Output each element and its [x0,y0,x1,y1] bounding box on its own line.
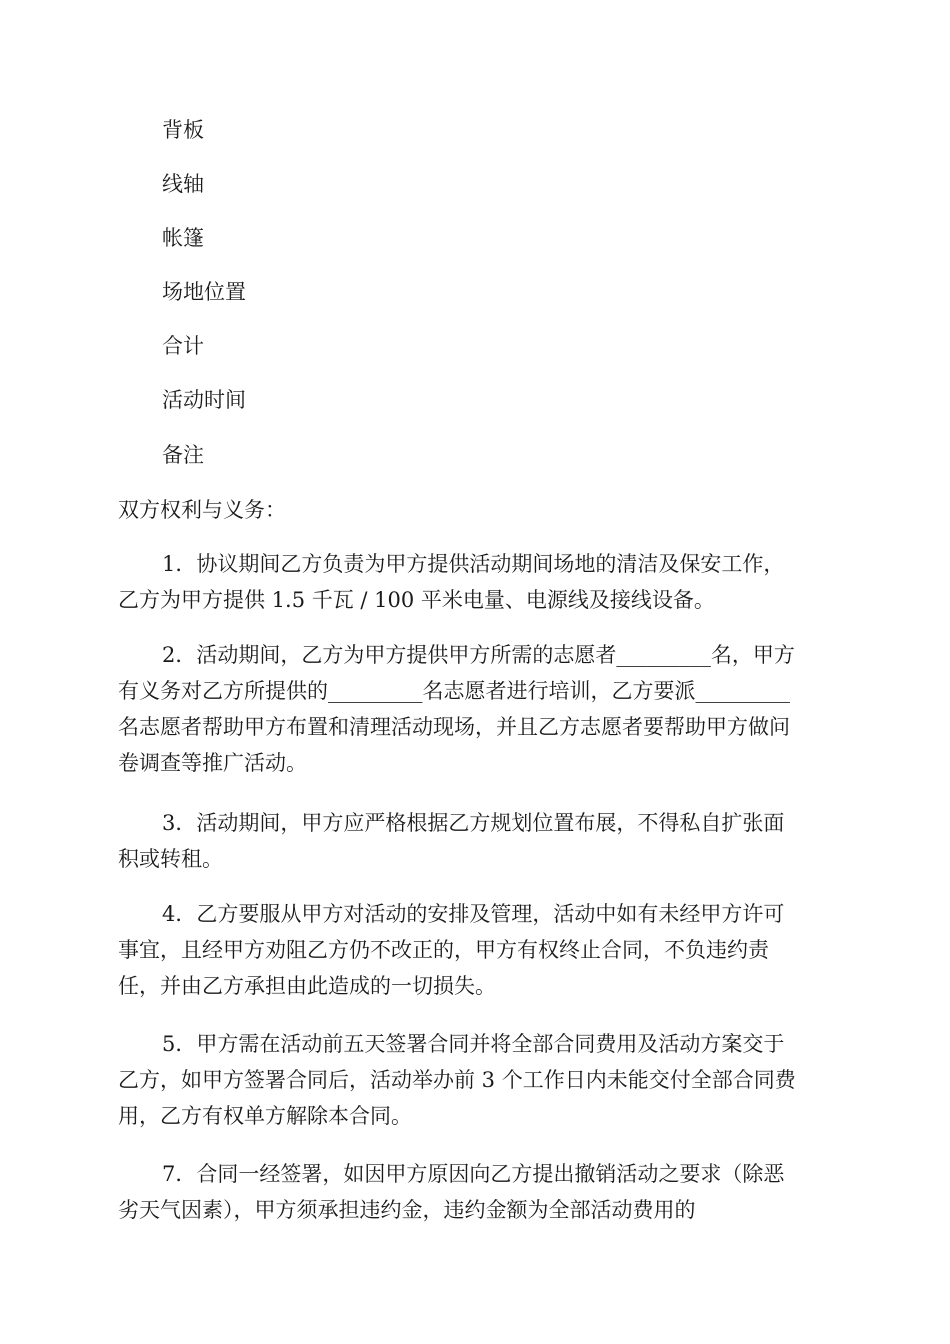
list-item-total: 合计 [162,334,204,358]
clause-line: 2．活动期间，乙方为甲方提供甲方所需的志愿者_________名，甲方 [162,643,795,667]
clause-line: 任，并由乙方承担由此造成的一切损失。 [118,974,496,998]
clause-5 [118,1026,832,1134]
clause-line: 3．活动期间，甲方应严格根据乙方规划位置布展，不得私自扩张面 [162,811,785,835]
clause-3 [118,805,832,877]
clause-4 [118,896,832,1004]
clause-line: 积或转租。 [118,847,223,871]
list-item-tent: 帐篷 [162,226,204,250]
clause-line: 1．协议期间乙方负责为甲方提供活动期间场地的清洁及保安工作， [162,552,785,576]
clause-line: 名志愿者帮助甲方布置和清理活动现场，并且乙方志愿者要帮助甲方做问 [118,715,790,739]
clause-line: 5．甲方需在活动前五天签署合同并将全部合同费用及活动方案交于 [162,1032,785,1056]
clause-line: 用，乙方有权单方解除本合同。 [118,1104,412,1128]
section-heading: 双方权利与义务： [118,498,286,522]
clause-line: 卷调查等推广活动。 [118,751,307,775]
clause-7 [118,1156,832,1228]
clause-line: 有义务对乙方所提供的_________名志愿者进行培训，乙方要派_________ [118,679,790,703]
clause-line: 7．合同一经签署，如因甲方原因向乙方提出撤销活动之要求（除恶 [162,1162,785,1186]
clause-line: 乙方为甲方提供 1.5 千瓦 / 100 平米电量、电源线及接线设备。 [118,588,715,612]
clause-line: 4．乙方要服从甲方对活动的安排及管理，活动中如有未经甲方许可 [162,902,785,926]
clause-1 [118,546,832,618]
clause-line: 事宜，且经甲方劝阻乙方仍不改正的，甲方有权终止合同，不负违约责 [118,938,769,962]
list-item-cable-reel: 线轴 [162,172,204,196]
list-item-event-time: 活动时间 [162,388,246,412]
list-item-remarks: 备注 [162,443,204,467]
list-item-backboard: 背板 [162,118,204,142]
clause-line: 乙方，如甲方签署合同后，活动举办前 3 个工作日内未能交付全部合同费 [118,1068,796,1092]
list-item-venue-location: 场地位置 [162,280,246,304]
clause-line: 劣天气因素），甲方须承担违约金，违约金额为全部活动费用的 [118,1198,696,1222]
clause-2 [118,637,832,781]
